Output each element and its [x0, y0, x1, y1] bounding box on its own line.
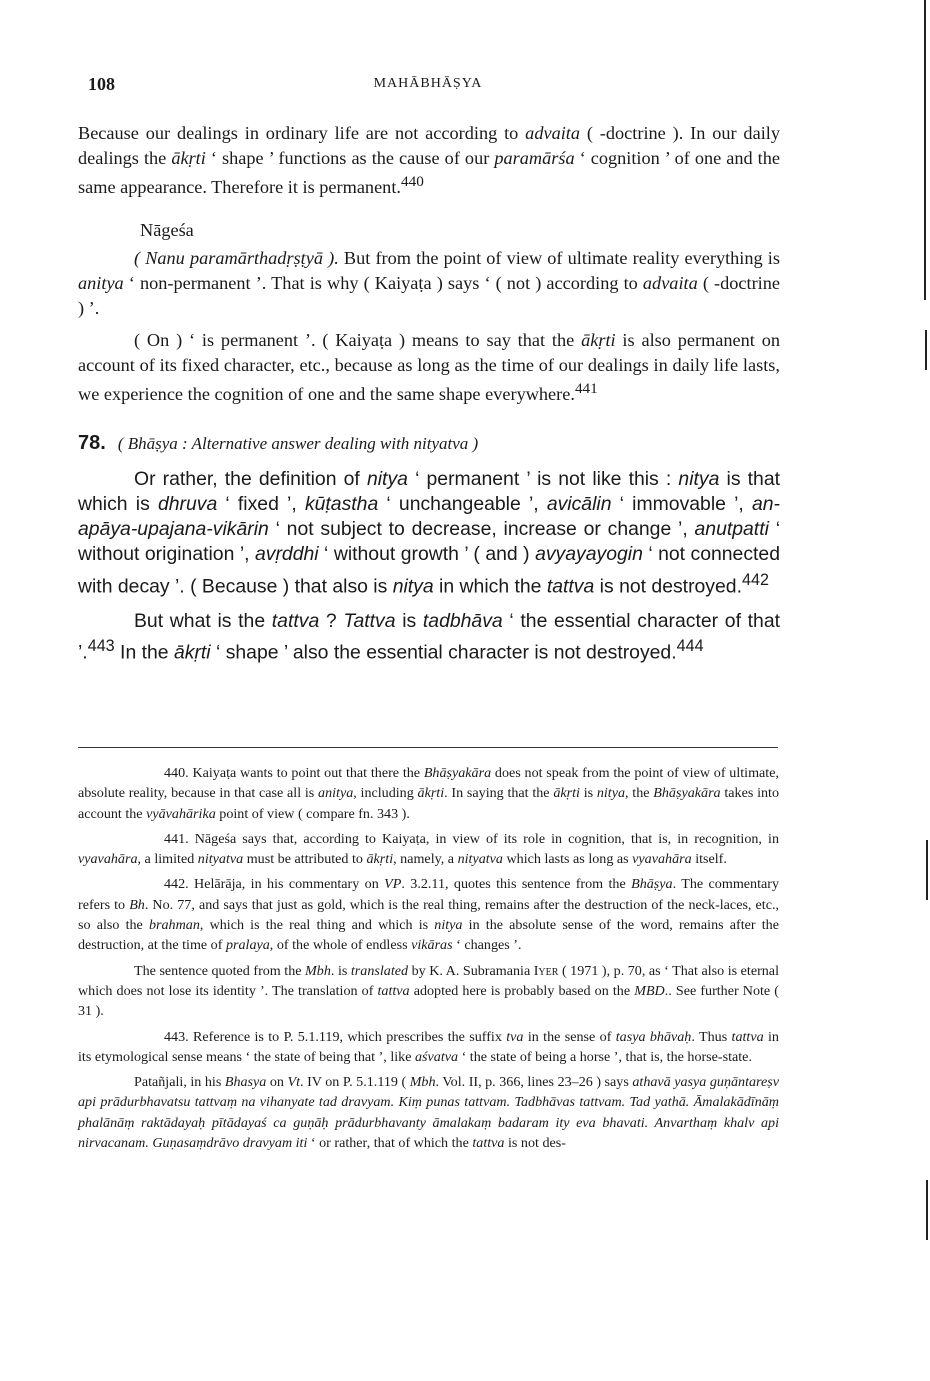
- running-title: MAHĀBHĀṢYA: [373, 76, 483, 91]
- scan-margin-mark: [926, 840, 928, 900]
- scan-margin-mark: [925, 330, 927, 370]
- paragraph-bhasya-translation: Because our dealings in ordinary life are not according to advaita ( -doctrine ). In our daily dealings the ākṛti ‘ shape ’ functions as the cause of our paramārśa ‘ cognition ’ of one and the same appearance. Therefore it is permanent.$^{440}$: [78, 123, 780, 198]
- footnote-ref-443[interactable]: 443: [87, 637, 115, 656]
- footnote-443: 443. Reference is to P. 5.1.119, which prescribes the suffix tva in the sense of tasya bhāvaḥ. Thus tattva in its etymological sense means ‘ the state of being that ’, like aśvatva ‘ the state of being a horse ’, that is, the horse-state.: [78, 1028, 779, 1065]
- footnotes: [78, 763, 779, 1158]
- footnote-ref-442[interactable]: 442: [741, 570, 769, 589]
- footnote-ref-441[interactable]: 441: [574, 380, 598, 398]
- paragraph-nagesa-2: ( On ) ‘ is permanent ’. ( Kaiyaṭa ) means to say that the ākṛti is also permanent on account of its fixed character, etc., because as long as the time of our dealings in daily life lasts, we experience the cognition of one and the same shape everywhere.$^{441}$: [78, 330, 780, 405]
- scan-margin-mark: [926, 1180, 928, 1240]
- section-title: ( Bhāṣya : Alternative answer dealing with nityatva ): [117, 434, 479, 454]
- footnote-divider: [78, 747, 778, 748]
- main-text: [78, 121, 780, 666]
- footnote-ref-440[interactable]: 440: [400, 173, 424, 191]
- footnote-440: 440. Kaiyaṭa wants to point out that there the Bhāṣyakāra does not speak from the point of view of ultimate, absolute reality, because in that case all is anitya, including ākṛti. In saying that the ākṛti is nitya, the Bhāṣyakāra takes into account the vyāvahārika point of view ( compare fn. 343 ).: [78, 765, 779, 822]
- footnote-443-continued: Patañjali, in his Bhasya on Vt. IV on P. 5.1.119 ( Mbh. Vol. II, p. 366, lines 23–26 ) says athavā yasya guṇāntareṣv api prādurbhavatsu tattvaṃ na vihanyate tad dravyam. Kiṃ punas tattvam. Tadbhāvas tattvam. Tad yathā. Āmalakādīnāṃ phalānāṃ raktādayaḥ pītādayaś ca guṇāḥ prādurbhavanty āmalakaṃ badaram ity eva bhavati. Anvarthaṃ khalv api nirvacanam. Guṇasaṃdrāvo dravyam iti ‘ or rather, that of which the tattva is not des-: [78, 1074, 780, 1152]
- footnote-442-continued: The sentence quoted from the Mbh. is translated by K. A. Subramania Iyer ( 1971 ), p. 70, as ‘ That also is eternal which does not lose its identity ’. The translation of tattva adopted here is probably based on the MBD.. See further Note ( 31 ).: [78, 962, 779, 1020]
- page-header: [78, 74, 778, 98]
- footnote-ref-444[interactable]: 444: [676, 637, 704, 656]
- footnote-442: 442. Helārāja, in his commentary on VP. 3.2.11, quotes this sentence from the Bhāṣya. The commentary refers to Bh. No. 77, and says that just as gold, which is the real thing, remains after the destruction of the neck-laces, etc., so also the brahman, which is the real thing and which is nitya in the absolute sense of the word, remains after the destruction, at the time of pralaya, of the whole of endless vikāras ‘ changes ’.: [78, 876, 779, 954]
- section-heading-78: [78, 431, 780, 457]
- paragraph-bhasya-78-2: But what is the tattva ? Tattva is tadbhāva ‘ the essential character of that ’.$^{443}$ In the ākṛti ‘ shape ’ also the essential character is not destroyed.$^{444}$: [78, 610, 780, 664]
- page-number: 108: [88, 74, 115, 94]
- section-number: 78.: [78, 432, 106, 455]
- nagesa-label: Nāgeśa: [140, 219, 194, 240]
- paragraph-nagesa-1: ( Nanu paramārthadṛṣṭyā ). But from the point of view of ultimate reality everything is anitya ‘ non-permanent ’. That is why ( Kaiyaṭa ) says ‘ ( not ) according to advaita ( -doctrine ) ’.: [78, 248, 781, 318]
- paragraph-bhasya-78-1: Or rather, the definition of nitya ‘ permanent ’ is not like this : nitya is that which is dhruva ‘ fixed ’, kūṭastha ‘ unchangeable ’, avicālin ‘ immovable ’, an-apāya-upajana-vikārin ‘ not subject to decrease, increase or change ’, anutpatti ‘ without origination ’, avṛddhi ‘ without growth ’ ( and ) avyayayogin ‘ not connected with decay ’. ( Because ) that also is nitya in which the tattva is not destroyed.$^{442}$: [78, 467, 781, 597]
- scan-margin-mark: [924, 0, 926, 300]
- footnote-441: 441. Nāgeśa says that, according to Kaiyaṭa, in view of its role in cognition, that is, in recognition, in vyavahāra, a limited nityatva must be attributed to ākṛti, namely, a nityatva which lasts as long as vyavahāra itself.: [78, 830, 779, 868]
